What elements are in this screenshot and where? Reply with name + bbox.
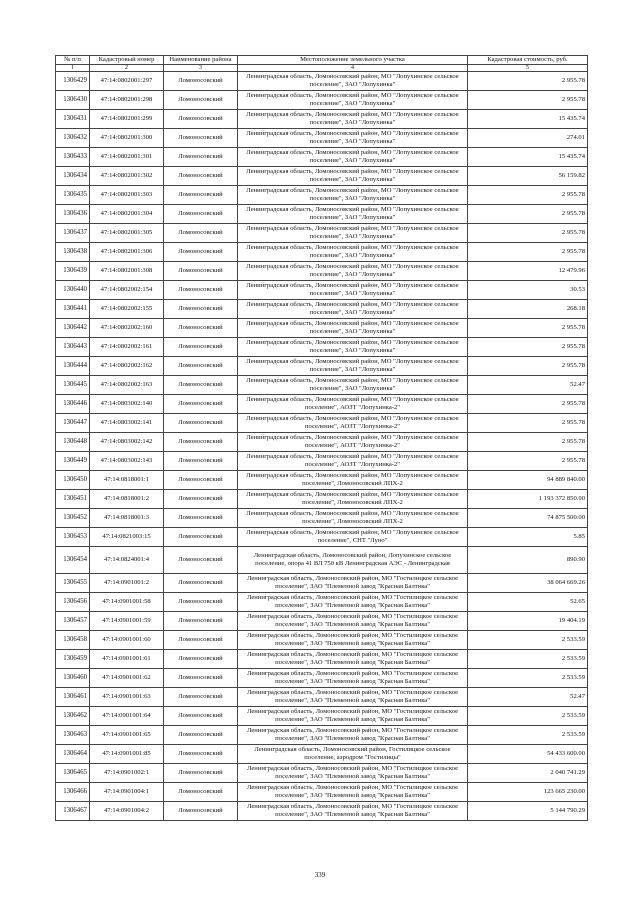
cadastral-number: 47:14:0901001:85 [90,745,164,764]
row-number: 1306443 [56,338,90,357]
column-index: 2 [90,65,164,72]
district-name: Ломоносовский [164,148,238,167]
location: Ленинградская область, Ломоносовский район, МО "Гостилицкое сельское поселение", ЗАО "Племенной завод "Красная Балтика" [238,669,468,688]
row-number: 1306439 [56,262,90,281]
district-name: Ломоносовский [164,262,238,281]
cadastral-number: 47:14:0802001:308 [90,262,164,281]
table-row [56,509,588,528]
location: Ленинградская область, Ломоносовский район, МО "Лопухинское сельское поселение", ЗАО "Лопухинка" [238,224,468,243]
cadastral-number: 47:14:0802001:306 [90,243,164,262]
row-number: 1306467 [56,802,90,821]
row-number: 1306441 [56,300,90,319]
row-number: 1306437 [56,224,90,243]
table-row [56,802,588,821]
district-name: Ломоносовский [164,110,238,129]
table-row [56,110,588,129]
row-number: 1306440 [56,281,90,300]
table-row [56,547,588,574]
district-name: Ломоносовский [164,669,238,688]
table-row [56,357,588,376]
cadastral-number: 47:14:0901004:2 [90,802,164,821]
cadastral-number: 47:14:0802001:305 [90,224,164,243]
location: Ленинградская область, Ломоносовский район, МО "Гостилицкое сельское поселение", ЗАО "Племенной завод "Красная Балтика" [238,688,468,707]
cadastral-number: 47:14:0818001:3 [90,509,164,528]
cadastral-number: 47:14:0803002:143 [90,452,164,471]
cadastral-number: 47:14:0802001:301 [90,148,164,167]
cadastral-value: 890.90 [468,547,588,574]
cadastral-number: 47:14:0802001:299 [90,110,164,129]
cadastral-value: 2 955.78 [468,72,588,91]
location: Ленинградская область, Ломоносовский район, МО "Гостилицкое сельское поселение", ЗАО "Племенной завод "Красная Балтика" [238,650,468,669]
location: Ленинградская область, Ломоносовский район, МО "Лопухинское сельское поселение", СНТ "Луно" [238,528,468,547]
row-number: 1306450 [56,471,90,490]
cadastral-number: 47:14:0901001:62 [90,669,164,688]
table-row [56,243,588,262]
header-cadastral-number: Кадастровый номер [90,56,164,65]
district-name: Ломоносовский [164,395,238,414]
district-name: Ломоносовский [164,319,238,338]
district-name: Ломоносовский [164,528,238,547]
column-index: 4 [238,65,468,72]
cadastral-value: 56 159.82 [468,167,588,186]
location: Ленинградская область, Ломоносовский район, МО "Гостилицкое сельское поселение", ЗАО "Племенной завод "Красная Балтика" [238,783,468,802]
row-number: 1306460 [56,669,90,688]
cadastral-number: 47:14:0901001:60 [90,631,164,650]
cadastral-number: 47:14:0803002:142 [90,433,164,452]
location: Ленинградская область, Ломоносовский район, МО "Лопухинское сельское поселение", ЗАО "Лопухинка" [238,319,468,338]
cadastral-value: 2 955.78 [468,319,588,338]
table-row [56,707,588,726]
row-number: 1306446 [56,395,90,414]
cadastral-number: 47:14:0802002:162 [90,357,164,376]
location: Ленинградская область, Ломоносовский район, МО "Лопухинское сельское поселение", ЗАО "Лопухинка" [238,300,468,319]
document-page [55,55,587,821]
cadastral-number: 47:14:0802002:161 [90,338,164,357]
table-row [56,224,588,243]
district-name: Ломоносовский [164,802,238,821]
location: Ленинградская область, Ломоносовский район, МО "Лопухинское сельское поселение", АОЗТ "Лопухинка-2" [238,414,468,433]
row-number: 1306430 [56,91,90,110]
district-name: Ломоносовский [164,243,238,262]
location: Ленинградская область, Ломоносовский район, МО "Лопухинское сельское поселение", ЗАО "Лопухинка" [238,243,468,262]
cadastral-value: 5 144 790.29 [468,802,588,821]
cadastral-value: 15 435.74 [468,110,588,129]
cadastral-table [55,55,588,821]
district-name: Ломоносовский [164,338,238,357]
table-row [56,281,588,300]
location: Ленинградская область, Ломоносовский район, МО "Лопухинское сельское поселение", ЗАО "Лопухинка" [238,357,468,376]
table-row [56,612,588,631]
table-row [56,433,588,452]
district-name: Ломоносовский [164,574,238,593]
row-number: 1306463 [56,726,90,745]
row-number: 1306464 [56,745,90,764]
table-row [56,688,588,707]
table-row [56,414,588,433]
cadastral-value: 52.47 [468,376,588,395]
table-row [56,167,588,186]
row-number: 1306449 [56,452,90,471]
cadastral-number: 47:14:0802002:155 [90,300,164,319]
district-name: Ломоносовский [164,471,238,490]
header-cadastral-value: Кадастровая стоимость, руб. [468,56,588,65]
table-row [56,726,588,745]
cadastral-value: 2 955.78 [468,414,588,433]
district-name: Ломоносовский [164,433,238,452]
row-number: 1306444 [56,357,90,376]
row-number: 1306431 [56,110,90,129]
location: Ленинградская область, Ломоносовский район, МО "Лопухинское сельское поселение", ЗАО "Лопухинка" [238,167,468,186]
cadastral-value: 2 955.78 [468,243,588,262]
cadastral-value: 52.65 [468,593,588,612]
row-number: 1306447 [56,414,90,433]
district-name: Ломоносовский [164,783,238,802]
table-row [56,631,588,650]
district-name: Ломоносовский [164,631,238,650]
cadastral-value: 15 435.74 [468,148,588,167]
district-name: Ломоносовский [164,726,238,745]
district-name: Ломоносовский [164,167,238,186]
cadastral-number: 47:14:0901001:65 [90,726,164,745]
cadastral-number: 47:14:0802001:303 [90,186,164,205]
cadastral-value: 268.18 [468,300,588,319]
district-name: Ломоносовский [164,72,238,91]
table-row [56,764,588,783]
cadastral-value: 94 889 840.00 [468,471,588,490]
district-name: Ломоносовский [164,224,238,243]
location: Ленинградская область, Ломоносовский район, МО "Лопухинское сельское поселение", ЗАО "Лопухинка" [238,91,468,110]
district-name: Ломоносовский [164,300,238,319]
table-row [56,783,588,802]
table-row [56,72,588,91]
column-index-row [56,65,588,72]
location: Ленинградская область, Ломоносовский район, МО "Гостилицкое сельское поселение", ЗАО "Племенной завод "Красная Балтика" [238,574,468,593]
row-number: 1306452 [56,509,90,528]
column-index: 1 [56,65,90,72]
location: Ленинградская область, Ломоносовский район, МО "Лопухинское сельское поселение", ЗАО "Лопухинка" [238,281,468,300]
table-row [56,148,588,167]
district-name: Ломоносовский [164,129,238,148]
location: Ленинградская область, Ломоносовский район, МО "Гостилицкое сельское поселение", ЗАО "Племенной завод "Красная Балтика" [238,726,468,745]
table-row [56,490,588,509]
district-name: Ломоносовский [164,509,238,528]
cadastral-value: 2 533.59 [468,726,588,745]
cadastral-value: 30.53 [468,281,588,300]
cadastral-number: 47:14:0802001:304 [90,205,164,224]
row-number: 1306451 [56,490,90,509]
row-number: 1306434 [56,167,90,186]
cadastral-number: 47:14:0824001:4 [90,547,164,574]
cadastral-number: 47:14:0802001:297 [90,72,164,91]
location: Ленинградская область, Ломоносовский район, МО "Лопухинское сельское поселение", АОЗТ "Лопухинка-2" [238,395,468,414]
row-number: 1306442 [56,319,90,338]
row-number: 1306459 [56,650,90,669]
location: Ленинградская область, Ломоносовский район, МО "Лопухинское сельское поселение", ЗАО "Лопухинка" [238,262,468,281]
location: Ленинградская область, Ломоносовский район, Лопухинское сельское поселение, опора 41 ВЛ 750 кВ Ленинградская АЭС - Ленинградская [238,547,468,574]
cadastral-number: 47:14:0802001:302 [90,167,164,186]
cadastral-value: 52.47 [468,688,588,707]
header-number: № п/п [56,56,90,65]
cadastral-number: 47:14:0901001:2 [90,574,164,593]
district-name: Ломоносовский [164,205,238,224]
cadastral-value: 19 404.19 [468,612,588,631]
column-index: 5 [468,65,588,72]
row-number: 1306445 [56,376,90,395]
table-row [56,650,588,669]
cadastral-number: 47:14:0901002:1 [90,764,164,783]
table-row [56,669,588,688]
table-row [56,338,588,357]
district-name: Ломоносовский [164,688,238,707]
cadastral-number: 47:14:0901001:64 [90,707,164,726]
row-number: 1306456 [56,593,90,612]
cadastral-number: 47:14:0803002:141 [90,414,164,433]
header-location: Местоположение земельного участка [238,56,468,65]
row-number: 1306462 [56,707,90,726]
location: Ленинградская область, Ломоносовский район, МО "Лопухинское сельское поселение", ЗАО "Лопухинка" [238,205,468,224]
table-row [56,186,588,205]
cadastral-number: 47:14:0802001:300 [90,129,164,148]
cadastral-number: 47:14:0901004:1 [90,783,164,802]
table-row [56,129,588,148]
row-number: 1306448 [56,433,90,452]
location: Ленинградская область, Ломоносовский район, МО "Лопухинское сельское поселение", ЗАО "Лопухинка" [238,110,468,129]
cadastral-value: 2 955.78 [468,91,588,110]
cadastral-value: 2 533.59 [468,631,588,650]
cadastral-number: 47:14:0901001:59 [90,612,164,631]
table-row [56,471,588,490]
cadastral-value: 2 955.78 [468,186,588,205]
location: Ленинградская область, Ломоносовский район, МО "Гостилицкое сельское поселение", ЗАО "Племенной завод "Красная Балтика" [238,593,468,612]
district-name: Ломоносовский [164,547,238,574]
location: Ленинградская область, Ломоносовский район, МО "Лопухинское сельское поселение", Ломоносовский ЛПХ-2 [238,509,468,528]
cadastral-number: 47:14:0901001:58 [90,593,164,612]
row-number: 1306457 [56,612,90,631]
cadastral-value: 54 433 600.00 [468,745,588,764]
district-name: Ломоносовский [164,650,238,669]
district-name: Ломоносовский [164,376,238,395]
district-name: Ломоносовский [164,612,238,631]
table-row [56,593,588,612]
row-number: 1306433 [56,148,90,167]
district-name: Ломоносовский [164,745,238,764]
row-number: 1306435 [56,186,90,205]
table-row [56,319,588,338]
table-row [56,574,588,593]
location: Ленинградская область, Ломоносовский район, МО "Лопухинское сельское поселение", АОЗТ "Лопухинка-2" [238,452,468,471]
district-name: Ломоносовский [164,414,238,433]
location: Ленинградская область, Ломоносовский район, МО "Лопухинское сельское поселение", Ломоносовский ЛПХ-2 [238,471,468,490]
location: Ленинградская область, Ломоносовский район, МО "Лопухинское сельское поселение", ЗАО "Лопухинка" [238,72,468,91]
cadastral-value: 274.01 [468,129,588,148]
row-number: 1306436 [56,205,90,224]
table-row [56,395,588,414]
row-number: 1306455 [56,574,90,593]
cadastral-number: 47:14:0802001:298 [90,91,164,110]
cadastral-value: 2 533.59 [468,650,588,669]
location: Ленинградская область, Ломоносовский район, МО "Лопухинское сельское поселение", ЗАО "Лопухинка" [238,129,468,148]
cadastral-value: 2 040 741.29 [468,764,588,783]
table-row [56,376,588,395]
table-row [56,91,588,110]
cadastral-value: 2 955.78 [468,395,588,414]
row-number: 1306429 [56,72,90,91]
row-number: 1306454 [56,547,90,574]
district-name: Ломоносовский [164,186,238,205]
location: Ленинградская область, Ломоносовский район, МО "Гостилицкое сельское поселение", ЗАО "Племенной завод "Красная Балтика" [238,764,468,783]
district-name: Ломоносовский [164,452,238,471]
cadastral-value: 2 955.78 [468,224,588,243]
location: Ленинградская область, Ломоносовский район, МО "Лопухинское сельское поселение", АОЗТ "Лопухинка-2" [238,433,468,452]
location: Ленинградская область, Ломоносовский район, МО "Гостилицкое сельское поселение", ЗАО "Племенной завод "Красная Балтика" [238,612,468,631]
row-number: 1306458 [56,631,90,650]
cadastral-value: 2 955.78 [468,433,588,452]
cadastral-number: 47:14:0901001:61 [90,650,164,669]
table-row [56,205,588,224]
location: Ленинградская область, Ломоносовский район, МО "Гостилицкое сельское поселение", ЗАО "Племенной завод "Красная Балтика" [238,802,468,821]
location: Ленинградская область, Ломоносовский район, МО "Лопухинское сельское поселение", Ломоносовский ЛПХ-2 [238,490,468,509]
cadastral-number: 47:14:0802002:154 [90,281,164,300]
table-row [56,452,588,471]
cadastral-value: 12 479.96 [468,262,588,281]
location: Ленинградская область, Ломоносовский район, Гостилицкое сельское поселение, аэродром "Гостилицы" [238,745,468,764]
row-number: 1306438 [56,243,90,262]
table-row [56,300,588,319]
page-number: 339 [314,871,326,879]
cadastral-number: 47:14:0901001:63 [90,688,164,707]
district-name: Ломоносовский [164,707,238,726]
row-number: 1306432 [56,129,90,148]
row-number: 1306465 [56,764,90,783]
table-header-row [56,56,588,65]
cadastral-number: 47:14:0821003:15 [90,528,164,547]
cadastral-value: 2 955.78 [468,452,588,471]
row-number: 1306453 [56,528,90,547]
table-row [56,745,588,764]
cadastral-value: 38 064 669.26 [468,574,588,593]
cadastral-value: 2 533.59 [468,707,588,726]
cadastral-value: 5.85 [468,528,588,547]
cadastral-value: 2 955.78 [468,205,588,224]
cadastral-number: 47:14:0802002:163 [90,376,164,395]
cadastral-value: 1 193 372 850.00 [468,490,588,509]
table-row [56,528,588,547]
cadastral-number: 47:14:0818001:1 [90,471,164,490]
cadastral-number: 47:14:0818001:2 [90,490,164,509]
row-number: 1306466 [56,783,90,802]
cadastral-value: 2 955.78 [468,338,588,357]
cadastral-value: 74 875 500.00 [468,509,588,528]
cadastral-value: 123 665 230.00 [468,783,588,802]
location: Ленинградская область, Ломоносовский район, МО "Лопухинское сельское поселение", ЗАО "Лопухинка" [238,186,468,205]
row-number: 1306461 [56,688,90,707]
district-name: Ломоносовский [164,490,238,509]
district-name: Ломоносовский [164,91,238,110]
district-name: Ломоносовский [164,281,238,300]
location: Ленинградская область, Ломоносовский район, МО "Лопухинское сельское поселение", ЗАО "Лопухинка" [238,376,468,395]
table-row [56,262,588,281]
cadastral-value: 2 533.59 [468,669,588,688]
cadastral-value: 2 955.78 [468,357,588,376]
location: Ленинградская область, Ломоносовский район, МО "Лопухинское сельское поселение", ЗАО "Лопухинка" [238,338,468,357]
cadastral-number: 47:14:0802002:160 [90,319,164,338]
header-district: Наименование района [164,56,238,65]
location: Ленинградская область, Ломоносовский район, МО "Гостилицкое сельское поселение", ЗАО "Племенной завод "Красная Балтика" [238,707,468,726]
district-name: Ломоносовский [164,357,238,376]
column-index: 3 [164,65,238,72]
district-name: Ломоносовский [164,764,238,783]
district-name: Ломоносовский [164,593,238,612]
location: Ленинградская область, Ломоносовский район, МО "Гостилицкое сельское поселение", ЗАО "Племенной завод "Красная Балтика" [238,631,468,650]
cadastral-number: 47:14:0803002:140 [90,395,164,414]
location: Ленинградская область, Ломоносовский район, МО "Лопухинское сельское поселение", ЗАО "Лопухинка" [238,148,468,167]
